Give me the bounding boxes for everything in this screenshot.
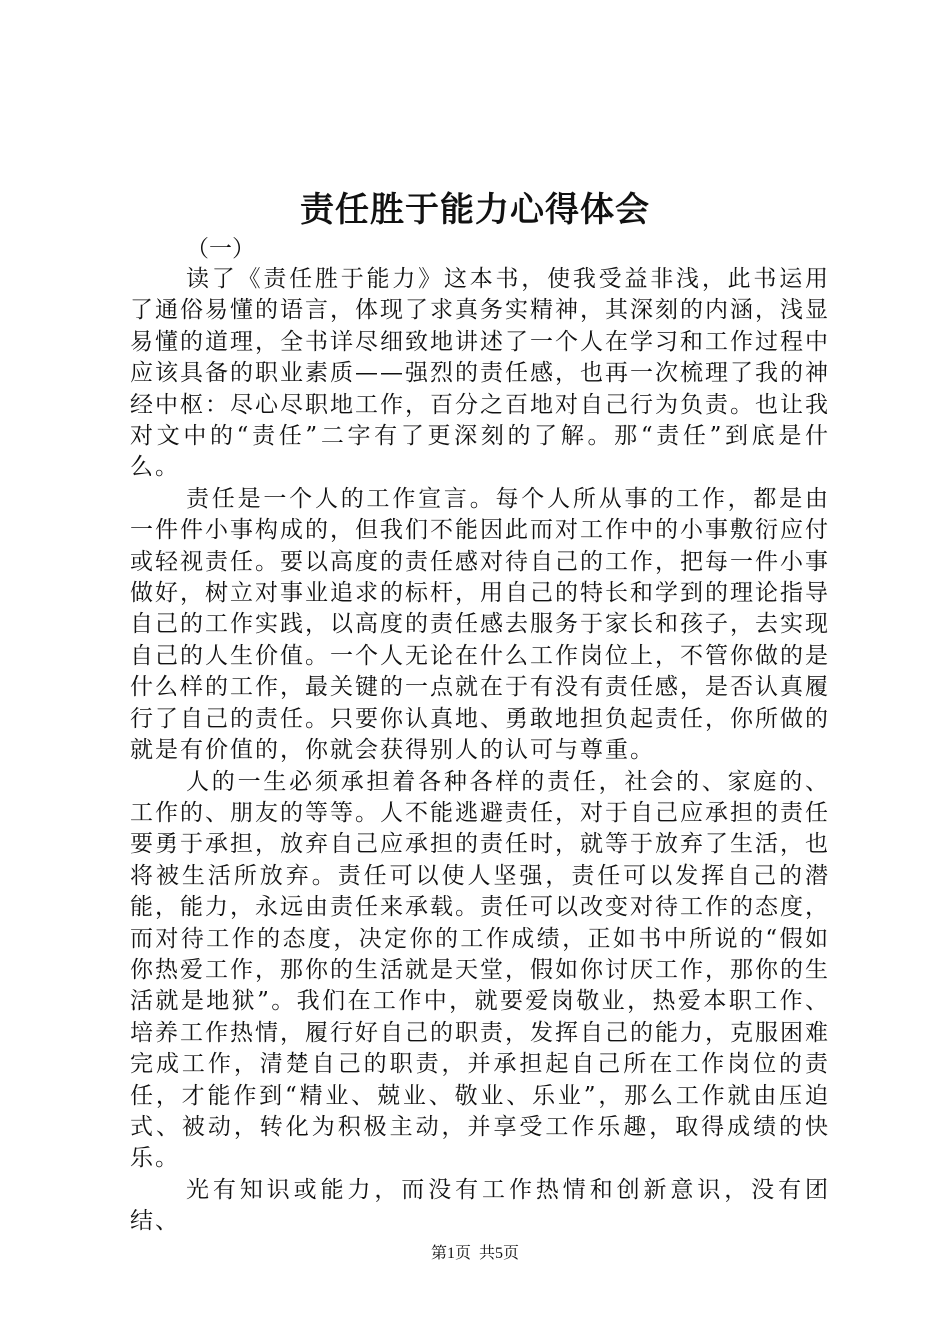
page-number: 第1页 — [430, 1245, 471, 1262]
document-body — [130, 264, 830, 1238]
paragraph-2: 责任是一个人的工作宣言。每个人所从事的工作，都是由一件件小事构成的，但我们不能因此而对工作中的小事敷衍应付或轻视责任。要以高度的责任感对待自己的工作，把每一件小事做好，树立对事业追求的标杆，用自己的特长和学到的理论指导自己的工作实践，以高度的责任感去服务于家长和孩子，去实现自己的人生价值。一个人无论在什么工作岗位上，不管你做的是什么样的工作，最关键的一点就在于有没有责任感，是否认真履行了自己的责任。只要你认真地、勇敢地担负起责任，你所做的就是有价值的，你就会获得别人的认可与尊重。 — [130, 485, 830, 764]
document-title: 责任胜于能力心得体会 — [300, 190, 650, 230]
paragraph-3: 人的一生必须承担着各种各样的责任，社会的、家庭的、工作的、朋友的等等。人不能逃避责任，对于自己应承担的责任要勇于承担，放弃自己应承担的责任时，就等于放弃了生活，也将被生活所放弃。责任可以使人坚强，责任可以发挥自己的潜能，能力，永远由责任来承载。责任可以改变对待工作的态度，而对待工作的态度，决定你的工作成绩，正如书中所说的“假如你热爱工作，那你的生活就是天堂，假如你讨厌工作，那你的生活就是地狱”。我们在工作中，就要爱岗敬业，热爱本职工作、培养工作热情，履行好自己的职责，发挥自己的能力，克服困难完成工作，清楚自己的职责，并承担起自己所在工作岗位的责任，才能作到“精业、兢业、敬业、乐业”，那么工作就由压迫式、被动，转化为积极主动，并享受工作乐趣，取得成绩的快乐。 — [130, 768, 830, 1172]
paragraph-1: 读了《责任胜于能力》这本书，使我受益非浅，此书运用了通俗易懂的语言，体现了求真务实精神，其深刻的内涵，浅显易懂的道理，全书详尽细致地讲述了一个人在学习和工作过程中应该具备的职业素质——强烈的责任感，也再一次梳理了我的神经中枢：尽心尽职地工作，百分之百地对自己行为负责。也让我对文中的“责任”二字有了更深刻的了解。那“责任”到底是什么。 — [130, 266, 830, 481]
page-footer — [0, 1240, 950, 1263]
section-marker: （一） — [186, 236, 255, 262]
paragraph-4: 光有知识或能力，而没有工作热情和创新意识，没有团结、 — [130, 1176, 830, 1235]
page-total: 共5页 — [479, 1245, 520, 1262]
